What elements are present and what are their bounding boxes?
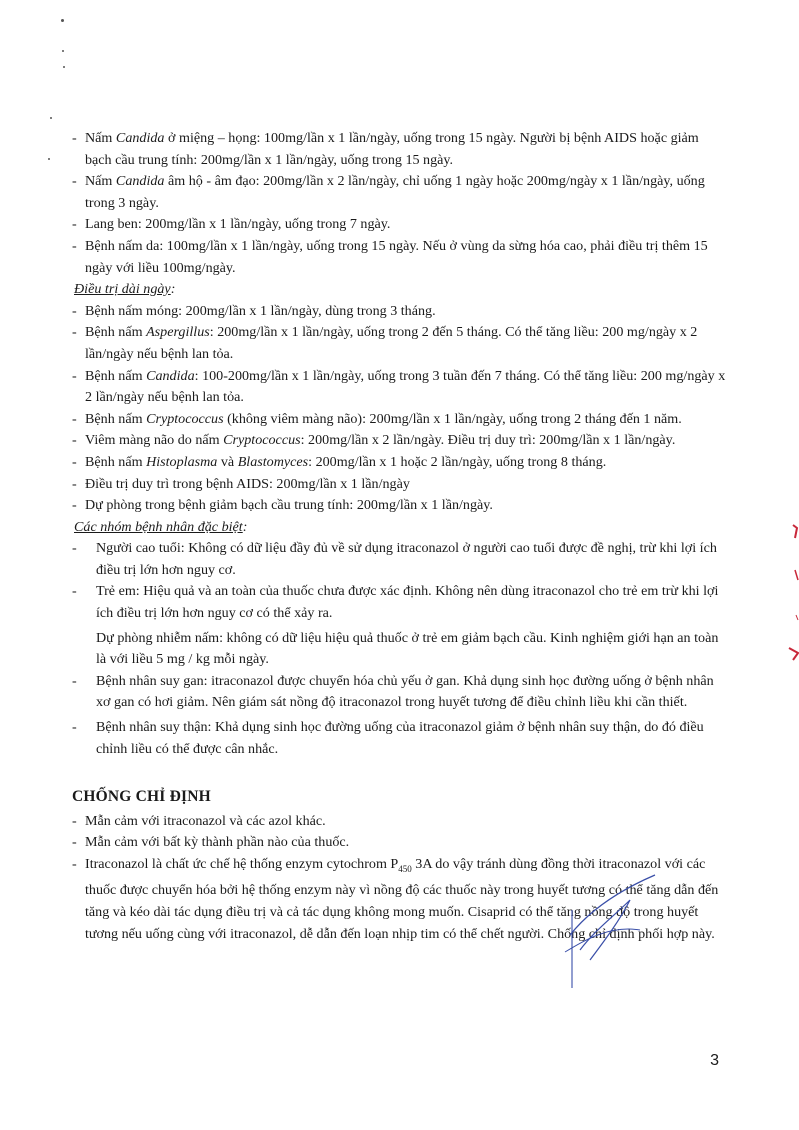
text: âm hộ - âm đạo: 200mg/lần x 2 lần/ngày, chỉ uống 1 ngày hoặc 200mg/ngày x 1 lần/ngày, uống trong 3 ngày. — [85, 173, 705, 211]
dosage-item — [72, 214, 728, 236]
organism-name: Aspergillus — [146, 324, 210, 341]
text: Trẻ em: Hiệu quả và an toàn của thuốc chưa được xác định. Không nên dùng itraconazol cho trẻ em trừ khi lợi ích điều trị lớn hơn nguy cơ có thể xảy ra. — [96, 583, 719, 622]
bullet-dash: - — [72, 432, 77, 449]
text: : 200mg/lần x 2 lần/ngày. Điều trị duy trì: 200mg/lần x 1 lần/ngày. — [300, 432, 676, 449]
special-group-item — [72, 671, 728, 714]
text: Bệnh nhân suy gan: itraconazol được chuyển hóa chủ yếu ở gan. Khả dụng sinh học đường uống ở bệnh nhân xơ gan có hơi giảm. Nên giám sát nồng độ itraconazol trong huyết tương để điều chỉnh liều khi cần thiết. — [96, 672, 714, 711]
text: Dự phòng trong bệnh giảm bạch cầu trung tính: 200mg/lần x 1 lần/ngày. — [85, 497, 493, 514]
bullet-dash: - — [72, 237, 77, 254]
page-body — [72, 128, 728, 945]
special-group-item — [72, 717, 728, 760]
text: Viêm màng não do nấm — [85, 432, 224, 449]
bullet-dash: - — [72, 834, 77, 851]
heading-colon: : — [242, 518, 248, 535]
special-group-item — [72, 581, 728, 624]
bullet-dash: - — [72, 672, 77, 689]
bullet-dash: - — [72, 130, 77, 146]
text: Bệnh nấm móng: 200mg/lần x 1 lần/ngày, dùng trong 3 tháng. — [85, 302, 436, 319]
contraindication-item — [72, 832, 728, 854]
bullet-dash: - — [72, 324, 77, 341]
text: Dự phòng nhiễm nấm: không có dữ liệu hiệu quả thuốc ở trẻ em giảm bạch cầu. Kinh nghiệm giới hạn an toàn là với liều 5 mg / kg mỗi ngày. — [96, 629, 719, 668]
bullet-dash: - — [72, 367, 77, 384]
text: ở miệng – họng: 100mg/lần x 1 lần/ngày, uống trong 15 ngày. Người bị bệnh AIDS hoặc giảm bạch cầu trung tính: 200mg/lần x 1 lần/ngày, uống trong 15 ngày. — [85, 130, 699, 168]
dosage-item — [72, 236, 728, 279]
text: Mẫn cảm với itraconazol và các azol khác. — [85, 812, 326, 829]
text: : 200mg/lần x 1 lần/ngày, uống trong 2 đến 5 tháng. Có thể tăng liều: 200 mg/ngày x 2 lần/ngày nếu bệnh lan tỏa. — [85, 324, 698, 362]
bullet-dash: - — [72, 540, 77, 557]
bullet-dash: - — [72, 410, 77, 427]
subscript: 450 — [398, 863, 412, 874]
dosage-item — [72, 409, 728, 431]
text: Bệnh nấm — [85, 324, 147, 341]
text: Bệnh nấm — [85, 410, 147, 427]
special-groups-heading — [72, 517, 728, 539]
bullet-dash: - — [72, 216, 77, 233]
scan-speck — [62, 50, 64, 52]
bullet-dash: - — [72, 812, 77, 829]
dosage-item — [72, 366, 728, 409]
contraindications-title: CHỐNG CHỈ ĐỊNH — [72, 788, 211, 806]
scan-speck — [61, 19, 64, 22]
handwritten-signature — [560, 870, 670, 990]
text: Bệnh nấm — [85, 367, 147, 384]
bullet-dash: - — [72, 856, 77, 872]
bullet-dash: - — [72, 453, 77, 470]
bullet-dash: - — [72, 497, 77, 514]
organism-name: Candida — [115, 173, 165, 190]
text: 3A do vậy tránh dùng đồng thời itraconazol với các thuốc được chuyển hóa bởi hệ thống enzym này vì nồng độ các thuốc này trong huyết tương có thể tăng dẫn đến tăng và kéo dài tác dụng điều trị và cả tác dụng không mong muốn. Cisaprid có thể tăng nồng độ trong huyết tương nếu uống cùng với itraconazol, dễ dẫn đến loạn nhịp tim có thể chết người. Chống chỉ định phối hợp này. — [85, 856, 719, 942]
red-stamp-edge — [781, 520, 799, 670]
text: Mẫn cảm với bất kỳ thành phần nào của thuốc. — [85, 834, 350, 851]
bullet-dash: - — [72, 173, 77, 190]
dosage-item — [72, 430, 728, 452]
text: : 100-200mg/lần x 1 lần/ngày, uống trong 3 tuần đến 7 tháng. Có thể tăng liều: 200 mg/ngày x 2 lần/ngày nếu bệnh lan tỏa. — [85, 367, 726, 406]
organism-name: Candida — [115, 130, 165, 146]
organism-name: Cryptococcus — [223, 432, 301, 449]
text: Điều trị duy trì trong bệnh AIDS: 200mg/lần x 1 lần/ngày — [85, 475, 410, 492]
dosage-item — [72, 474, 728, 496]
heading-text: Điều trị dài ngày — [74, 281, 171, 298]
bullet-dash: - — [72, 302, 77, 319]
heading-colon: : — [170, 281, 176, 298]
text: Itraconazol là chất ức chế hệ thống enzym cytochrom P — [85, 856, 399, 872]
dosage-item — [72, 128, 728, 171]
text: Người cao tuổi: Không có dữ liệu đầy đủ về sử dụng itraconazol ở người cao tuổi được đề nghị, trừ khi lợi ích điều trị lớn hơn nguy cơ. — [96, 540, 717, 578]
dosage-item — [72, 322, 728, 365]
dosage-item — [72, 452, 728, 474]
dosage-item — [72, 301, 728, 323]
special-group-item — [72, 538, 728, 581]
text: Bệnh nhân suy thận: Khả dụng sinh học đường uống của itraconazol giảm ở bệnh nhân suy thận, do đó điều chỉnh liều có thể được cân nhắc. — [96, 719, 704, 757]
organism-name: Histoplasma — [146, 453, 218, 470]
text: Nấm — [85, 173, 116, 190]
contraindication-item — [72, 811, 728, 833]
bullet-dash: - — [72, 719, 77, 736]
text: Bệnh nấm — [85, 453, 147, 470]
long-term-heading — [72, 279, 728, 301]
text: Nấm — [85, 130, 116, 146]
scan-speck — [48, 158, 50, 160]
dosage-item — [72, 171, 728, 214]
page-number: 3 — [710, 1052, 719, 1069]
scan-speck — [50, 117, 52, 119]
bullet-dash: - — [72, 475, 77, 492]
organism-name: Candida — [146, 367, 195, 384]
text: : 200mg/lần x 1 hoặc 2 lần/ngày, uống trong 8 tháng. — [308, 453, 607, 470]
text: và — [217, 453, 238, 470]
special-group-paragraph — [72, 628, 728, 671]
scan-speck — [63, 66, 65, 68]
text: (không viêm màng não): 200mg/lần x 1 lần/ngày, uống trong 2 tháng đến 1 năm. — [223, 410, 682, 427]
organism-name: Blastomyces — [237, 453, 309, 470]
text: Bệnh nấm da: 100mg/lần x 1 lần/ngày, uống trong 15 ngày. Nếu ở vùng da sừng hóa cao, phải điều trị thêm 15 ngày với liều 100mg/ngày. — [85, 237, 708, 276]
text: Lang ben: 200mg/lần x 1 lần/ngày, uống trong 7 ngày. — [85, 216, 391, 233]
organism-name: Cryptococcus — [146, 410, 224, 427]
dosage-item — [72, 495, 728, 517]
heading-text: Các nhóm bệnh nhân đặc biệt — [74, 518, 243, 535]
bullet-dash: - — [72, 583, 77, 600]
